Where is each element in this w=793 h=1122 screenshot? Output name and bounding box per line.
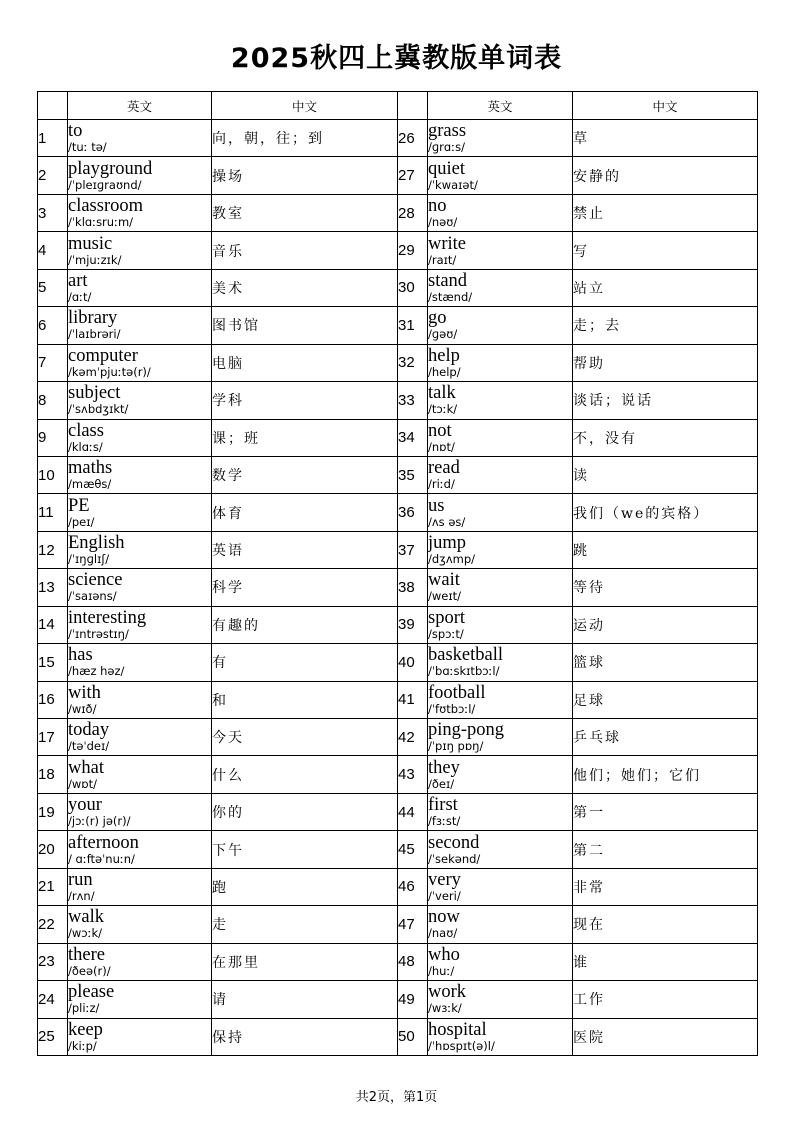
- table-row: [38, 419, 758, 456]
- table-row: [38, 232, 758, 269]
- chinese-meaning-right: 草: [573, 120, 758, 157]
- english-word: talk: [428, 383, 456, 404]
- english-word: your: [68, 795, 102, 816]
- chinese-meaning-left: 体育: [212, 494, 398, 531]
- entry-number-right: 35: [398, 456, 428, 493]
- entry-number-left: 19: [38, 793, 68, 830]
- phonetic-transcription: /ˈbɑːskɪtbɔːl/: [428, 664, 500, 679]
- table-row: [38, 756, 758, 793]
- entry-number-right: 38: [398, 569, 428, 606]
- english-word: not: [428, 420, 452, 441]
- english-word: write: [428, 233, 467, 254]
- english-cell-left: [68, 157, 212, 194]
- chinese-meaning-left: 什么: [212, 756, 398, 793]
- chinese-meaning-left: 科学: [212, 569, 398, 606]
- chinese-meaning-left: 请: [212, 981, 398, 1018]
- english-word: class: [68, 420, 104, 441]
- english-cell-left: [68, 868, 212, 905]
- chinese-meaning-right: 非常: [573, 868, 758, 905]
- english-cell-right: [428, 494, 573, 531]
- english-word: read: [428, 458, 460, 479]
- table-row: [38, 382, 758, 419]
- english-cell-left: [68, 606, 212, 643]
- english-word: science: [68, 570, 123, 591]
- table-row: [38, 719, 758, 756]
- entry-number-right: 34: [398, 419, 428, 456]
- phonetic-transcription: /huː/: [428, 963, 455, 978]
- chinese-meaning-left: 有: [212, 644, 398, 681]
- phonetic-transcription: /klɑːs/: [68, 439, 103, 454]
- phonetic-transcription: /mæθs/: [68, 477, 112, 492]
- phonetic-transcription: /ɡrɑːs/: [428, 140, 465, 155]
- english-word: afternoon: [68, 832, 139, 853]
- english-cell-right: [428, 1018, 573, 1055]
- entry-number-left: 6: [38, 307, 68, 344]
- english-cell-right: [428, 157, 573, 194]
- english-word: maths: [68, 458, 113, 479]
- english-word: music: [68, 233, 113, 254]
- phonetic-transcription: /ˈsaɪəns/: [68, 589, 117, 604]
- chinese-meaning-right: 安静的: [573, 157, 758, 194]
- chinese-meaning-left: 在那里: [212, 943, 398, 980]
- chinese-meaning-right: 第二: [573, 831, 758, 868]
- english-word: please: [68, 982, 115, 1003]
- chinese-meaning-right: 我们（we的宾格）: [573, 494, 758, 531]
- entry-number-left: 13: [38, 569, 68, 606]
- entry-number-left: 3: [38, 194, 68, 231]
- entry-number-left: 17: [38, 719, 68, 756]
- chinese-meaning-left: 走: [212, 906, 398, 943]
- chinese-meaning-left: 有趣的: [212, 606, 398, 643]
- chinese-meaning-right: 读: [573, 456, 758, 493]
- entry-number-left: 18: [38, 756, 68, 793]
- phonetic-transcription: /ˈsʌbdʒɪkt/: [68, 402, 129, 417]
- english-cell-right: [428, 269, 573, 306]
- table-row: [38, 194, 758, 231]
- phonetic-transcription: /rʌn/: [68, 888, 95, 903]
- entry-number-right: 32: [398, 344, 428, 381]
- phonetic-transcription: /ˈklɑːsruːm/: [68, 215, 134, 230]
- chinese-meaning-right: 工作: [573, 981, 758, 1018]
- table-row: [38, 644, 758, 681]
- chinese-meaning-right: 现在: [573, 906, 758, 943]
- english-cell-left: [68, 981, 212, 1018]
- english-cell-left: [68, 1018, 212, 1055]
- entry-number-left: 20: [38, 831, 68, 868]
- english-cell-right: [428, 232, 573, 269]
- english-word: go: [428, 308, 447, 329]
- entry-number-right: 41: [398, 681, 428, 718]
- phonetic-transcription: /ʌs əs/: [428, 514, 466, 529]
- entry-number-right: 28: [398, 194, 428, 231]
- english-word: quiet: [428, 158, 465, 179]
- english-cell-left: [68, 793, 212, 830]
- chinese-meaning-right: 运动: [573, 606, 758, 643]
- english-word: what: [68, 757, 104, 778]
- entry-number-right: 36: [398, 494, 428, 531]
- phonetic-transcription: /ˈfʊtbɔːl/: [428, 701, 476, 716]
- phonetic-transcription: / ɑːftəˈnuːn/: [68, 851, 135, 866]
- english-cell-right: [428, 906, 573, 943]
- english-cell-left: [68, 344, 212, 381]
- entry-number-left: 7: [38, 344, 68, 381]
- english-cell-right: [428, 719, 573, 756]
- phonetic-transcription: /hæz həz/: [68, 664, 125, 679]
- phonetic-transcription: /wɜːk/: [428, 1001, 462, 1016]
- phonetic-transcription: /dʒʌmp/: [428, 552, 475, 567]
- entry-number-right: 30: [398, 269, 428, 306]
- table-row: [38, 344, 758, 381]
- english-word: PE: [68, 495, 90, 516]
- chinese-meaning-right: 篮球: [573, 644, 758, 681]
- english-cell-left: [68, 419, 212, 456]
- chinese-meaning-right: 谈话；说话: [573, 382, 758, 419]
- entry-number-right: 48: [398, 943, 428, 980]
- phonetic-transcription: /help/: [428, 364, 461, 379]
- english-word: keep: [68, 1019, 103, 1040]
- chinese-meaning-right: 禁止: [573, 194, 758, 231]
- chinese-meaning-right: 第一: [573, 793, 758, 830]
- english-cell-left: [68, 906, 212, 943]
- phonetic-transcription: /wɔːk/: [68, 926, 103, 941]
- entry-number-left: 12: [38, 531, 68, 568]
- chinese-meaning-left: 电脑: [212, 344, 398, 381]
- chinese-meaning-right: 医院: [573, 1018, 758, 1055]
- english-cell-left: [68, 232, 212, 269]
- entry-number-right: 26: [398, 120, 428, 157]
- english-word: first: [428, 795, 458, 816]
- english-word: interesting: [68, 607, 147, 628]
- english-cell-left: [68, 194, 212, 231]
- table-row: [38, 269, 758, 306]
- phonetic-transcription: /ˈhɒspɪt(ə)l/: [428, 1038, 495, 1053]
- chinese-meaning-left: 音乐: [212, 232, 398, 269]
- entry-number-left: 5: [38, 269, 68, 306]
- table-row: [38, 606, 758, 643]
- phonetic-transcription: /spɔːt/: [428, 626, 464, 641]
- english-word: English: [68, 533, 125, 554]
- chinese-meaning-left: 今天: [212, 719, 398, 756]
- chinese-meaning-right: 跳: [573, 531, 758, 568]
- chinese-meaning-left: 课；班: [212, 419, 398, 456]
- english-word: to: [68, 121, 83, 142]
- english-word: they: [428, 757, 460, 778]
- english-word: jump: [428, 533, 467, 554]
- phonetic-transcription: /nɒt/: [428, 439, 455, 454]
- chinese-meaning-right: 他们；她们；它们: [573, 756, 758, 793]
- chinese-meaning-left: 你的: [212, 793, 398, 830]
- english-word: walk: [68, 907, 104, 928]
- english-cell-left: [68, 943, 212, 980]
- english-cell-left: [68, 382, 212, 419]
- entry-number-right: 47: [398, 906, 428, 943]
- entry-number-right: 49: [398, 981, 428, 1018]
- entry-number-right: 27: [398, 157, 428, 194]
- entry-number-left: 4: [38, 232, 68, 269]
- english-cell-left: [68, 531, 212, 568]
- header-chinese-left: 中文: [212, 92, 398, 120]
- phonetic-transcription: /nəʊ/: [428, 215, 458, 230]
- english-word: wait: [428, 570, 460, 591]
- entry-number-right: 40: [398, 644, 428, 681]
- chinese-meaning-right: 谁: [573, 943, 758, 980]
- phonetic-transcription: /jɔː(r) jə(r)/: [68, 814, 131, 829]
- english-word: subject: [68, 383, 121, 404]
- entry-number-left: 21: [38, 868, 68, 905]
- phonetic-transcription: /ˈpɪŋ pɒŋ/: [428, 739, 484, 754]
- english-word: playground: [68, 158, 153, 179]
- chinese-meaning-left: 保持: [212, 1018, 398, 1055]
- phonetic-transcription: /ˈlaɪbrəri/: [68, 327, 121, 342]
- english-cell-left: [68, 719, 212, 756]
- phonetic-transcription: /wɒt/: [68, 776, 97, 791]
- entry-number-left: 24: [38, 981, 68, 1018]
- entry-number-right: 29: [398, 232, 428, 269]
- english-cell-left: [68, 569, 212, 606]
- phonetic-transcription: /kiːp/: [68, 1038, 97, 1053]
- phonetic-transcription: /ˈpleɪɡraʊnd/: [68, 177, 142, 192]
- phonetic-transcription: /weɪt/: [428, 589, 462, 604]
- entry-number-left: 22: [38, 906, 68, 943]
- english-cell-left: [68, 644, 212, 681]
- english-word: us: [428, 495, 445, 516]
- entry-number-right: 39: [398, 606, 428, 643]
- entry-number-left: 14: [38, 606, 68, 643]
- english-word: no: [428, 196, 447, 217]
- entry-number-right: 37: [398, 531, 428, 568]
- table-row: [38, 831, 758, 868]
- english-word: who: [428, 944, 460, 965]
- english-cell-right: [428, 681, 573, 718]
- entry-number-right: 31: [398, 307, 428, 344]
- english-word: classroom: [68, 196, 144, 217]
- chinese-meaning-left: 跑: [212, 868, 398, 905]
- phonetic-transcription: /ˈsekənd/: [428, 851, 481, 866]
- phonetic-transcription: /naʊ/: [428, 926, 458, 941]
- phonetic-transcription: /ˈkwaɪət/: [428, 177, 478, 192]
- entry-number-left: 11: [38, 494, 68, 531]
- entry-number-left: 16: [38, 681, 68, 718]
- phonetic-transcription: /ˈmjuːzɪk/: [68, 252, 122, 267]
- phonetic-transcription: /fɜːst/: [428, 814, 461, 829]
- english-cell-right: [428, 456, 573, 493]
- entry-number-left: 8: [38, 382, 68, 419]
- english-cell-left: [68, 756, 212, 793]
- english-cell-right: [428, 382, 573, 419]
- chinese-meaning-left: 和: [212, 681, 398, 718]
- english-cell-right: [428, 981, 573, 1018]
- chinese-meaning-right: 不，没有: [573, 419, 758, 456]
- entry-number-left: 23: [38, 943, 68, 980]
- entry-number-left: 2: [38, 157, 68, 194]
- phonetic-transcription: /stænd/: [428, 289, 473, 304]
- english-cell-right: [428, 943, 573, 980]
- entry-number-left: 25: [38, 1018, 68, 1055]
- phonetic-transcription: /tɔːk/: [428, 402, 458, 417]
- table-row: [38, 1018, 758, 1055]
- phonetic-transcription: /ˈɪntrəstɪŋ/: [68, 626, 129, 641]
- english-cell-left: [68, 456, 212, 493]
- chinese-meaning-right: 写: [573, 232, 758, 269]
- english-word: second: [428, 832, 480, 853]
- english-word: has: [68, 645, 93, 666]
- table-row: [38, 981, 758, 1018]
- chinese-meaning-right: 等待: [573, 569, 758, 606]
- phonetic-transcription: /ðeɪ/: [428, 776, 455, 791]
- chinese-meaning-left: 向，朝，往；到: [212, 120, 398, 157]
- phonetic-transcription: /peɪ/: [68, 514, 95, 529]
- english-word: hospital: [428, 1019, 487, 1040]
- table-row: [38, 793, 758, 830]
- english-cell-right: [428, 756, 573, 793]
- phonetic-transcription: /kəmˈpjuːtə(r)/: [68, 364, 151, 379]
- english-cell-right: [428, 793, 573, 830]
- chinese-meaning-right: 走；去: [573, 307, 758, 344]
- english-cell-left: [68, 494, 212, 531]
- table-row: [38, 943, 758, 980]
- phonetic-transcription: /raɪt/: [428, 252, 457, 267]
- entry-number-left: 1: [38, 120, 68, 157]
- english-word: very: [428, 869, 461, 890]
- entry-number-right: 44: [398, 793, 428, 830]
- entry-number-left: 9: [38, 419, 68, 456]
- phonetic-transcription: /riːd/: [428, 477, 455, 492]
- english-cell-right: [428, 831, 573, 868]
- table-row: [38, 681, 758, 718]
- header-chinese-right: 中文: [573, 92, 758, 120]
- chinese-meaning-left: 下午: [212, 831, 398, 868]
- english-cell-right: [428, 194, 573, 231]
- english-word: help: [428, 345, 460, 366]
- english-word: art: [68, 270, 88, 291]
- english-word: today: [68, 720, 110, 741]
- header-number-right: [398, 92, 428, 120]
- entry-number-right: 33: [398, 382, 428, 419]
- english-word: run: [68, 869, 93, 890]
- chinese-meaning-left: 数学: [212, 456, 398, 493]
- entry-number-right: 50: [398, 1018, 428, 1055]
- table-row: [38, 906, 758, 943]
- english-cell-right: [428, 644, 573, 681]
- english-cell-left: [68, 307, 212, 344]
- english-word: computer: [68, 345, 138, 366]
- phonetic-transcription: /ˈveri/: [428, 888, 461, 903]
- english-cell-right: [428, 344, 573, 381]
- english-word: football: [428, 682, 486, 703]
- chinese-meaning-left: 英语: [212, 531, 398, 568]
- table-body: [38, 120, 758, 1056]
- english-word: with: [68, 682, 101, 703]
- entry-number-left: 15: [38, 644, 68, 681]
- english-word: sport: [428, 607, 465, 628]
- english-cell-left: [68, 269, 212, 306]
- english-word: work: [428, 982, 467, 1003]
- english-cell-right: [428, 569, 573, 606]
- chinese-meaning-right: 帮助: [573, 344, 758, 381]
- entry-number-left: 10: [38, 456, 68, 493]
- page-title: 2025秋四上冀教版单词表: [230, 43, 563, 74]
- chinese-meaning-left: 学科: [212, 382, 398, 419]
- english-word: basketball: [428, 645, 504, 666]
- table-row: [38, 569, 758, 606]
- english-cell-right: [428, 419, 573, 456]
- phonetic-transcription: /pliːz/: [68, 1001, 100, 1016]
- chinese-meaning-left: 教室: [212, 194, 398, 231]
- english-word: library: [68, 308, 118, 329]
- chinese-meaning-left: 图书馆: [212, 307, 398, 344]
- table-row: [38, 868, 758, 905]
- english-cell-right: [428, 606, 573, 643]
- table-header: [38, 92, 758, 120]
- chinese-meaning-right: 乒乓球: [573, 719, 758, 756]
- table-row: [38, 120, 758, 157]
- header-english-left: 英文: [68, 92, 212, 120]
- table-row: [38, 157, 758, 194]
- english-word: grass: [428, 121, 467, 142]
- english-cell-right: [428, 531, 573, 568]
- phonetic-transcription: /ɑːt/: [68, 289, 92, 304]
- entry-number-right: 46: [398, 868, 428, 905]
- chinese-meaning-left: 操场: [212, 157, 398, 194]
- english-word: now: [428, 907, 460, 928]
- entry-number-right: 45: [398, 831, 428, 868]
- table-row: [38, 307, 758, 344]
- vocabulary-table: [37, 91, 758, 1056]
- phonetic-transcription: /wɪð/: [68, 701, 97, 716]
- english-cell-right: [428, 120, 573, 157]
- english-word: there: [68, 944, 105, 965]
- english-cell-right: [428, 868, 573, 905]
- entry-number-right: 43: [398, 756, 428, 793]
- phonetic-transcription: /tuː tə/: [68, 140, 107, 155]
- header-english-right: 英文: [428, 92, 573, 120]
- table-row: [38, 456, 758, 493]
- entry-number-right: 42: [398, 719, 428, 756]
- phonetic-transcription: /təˈdeɪ/: [68, 739, 110, 754]
- phonetic-transcription: /ðeə(r)/: [68, 963, 111, 978]
- chinese-meaning-left: 美术: [212, 269, 398, 306]
- english-word: ping-pong: [428, 720, 505, 741]
- english-cell-left: [68, 681, 212, 718]
- phonetic-transcription: /ɡəʊ/: [428, 327, 458, 342]
- english-cell-left: [68, 120, 212, 157]
- english-cell-right: [428, 307, 573, 344]
- chinese-meaning-right: 站立: [573, 269, 758, 306]
- table-row: [38, 494, 758, 531]
- table-row: [38, 531, 758, 568]
- english-word: stand: [428, 270, 468, 291]
- page-footer: 共2页，第1页: [355, 1090, 438, 1105]
- chinese-meaning-right: 足球: [573, 681, 758, 718]
- phonetic-transcription: /ˈɪŋɡlɪʃ/: [68, 552, 110, 567]
- header-number-left: [38, 92, 68, 120]
- english-cell-left: [68, 831, 212, 868]
